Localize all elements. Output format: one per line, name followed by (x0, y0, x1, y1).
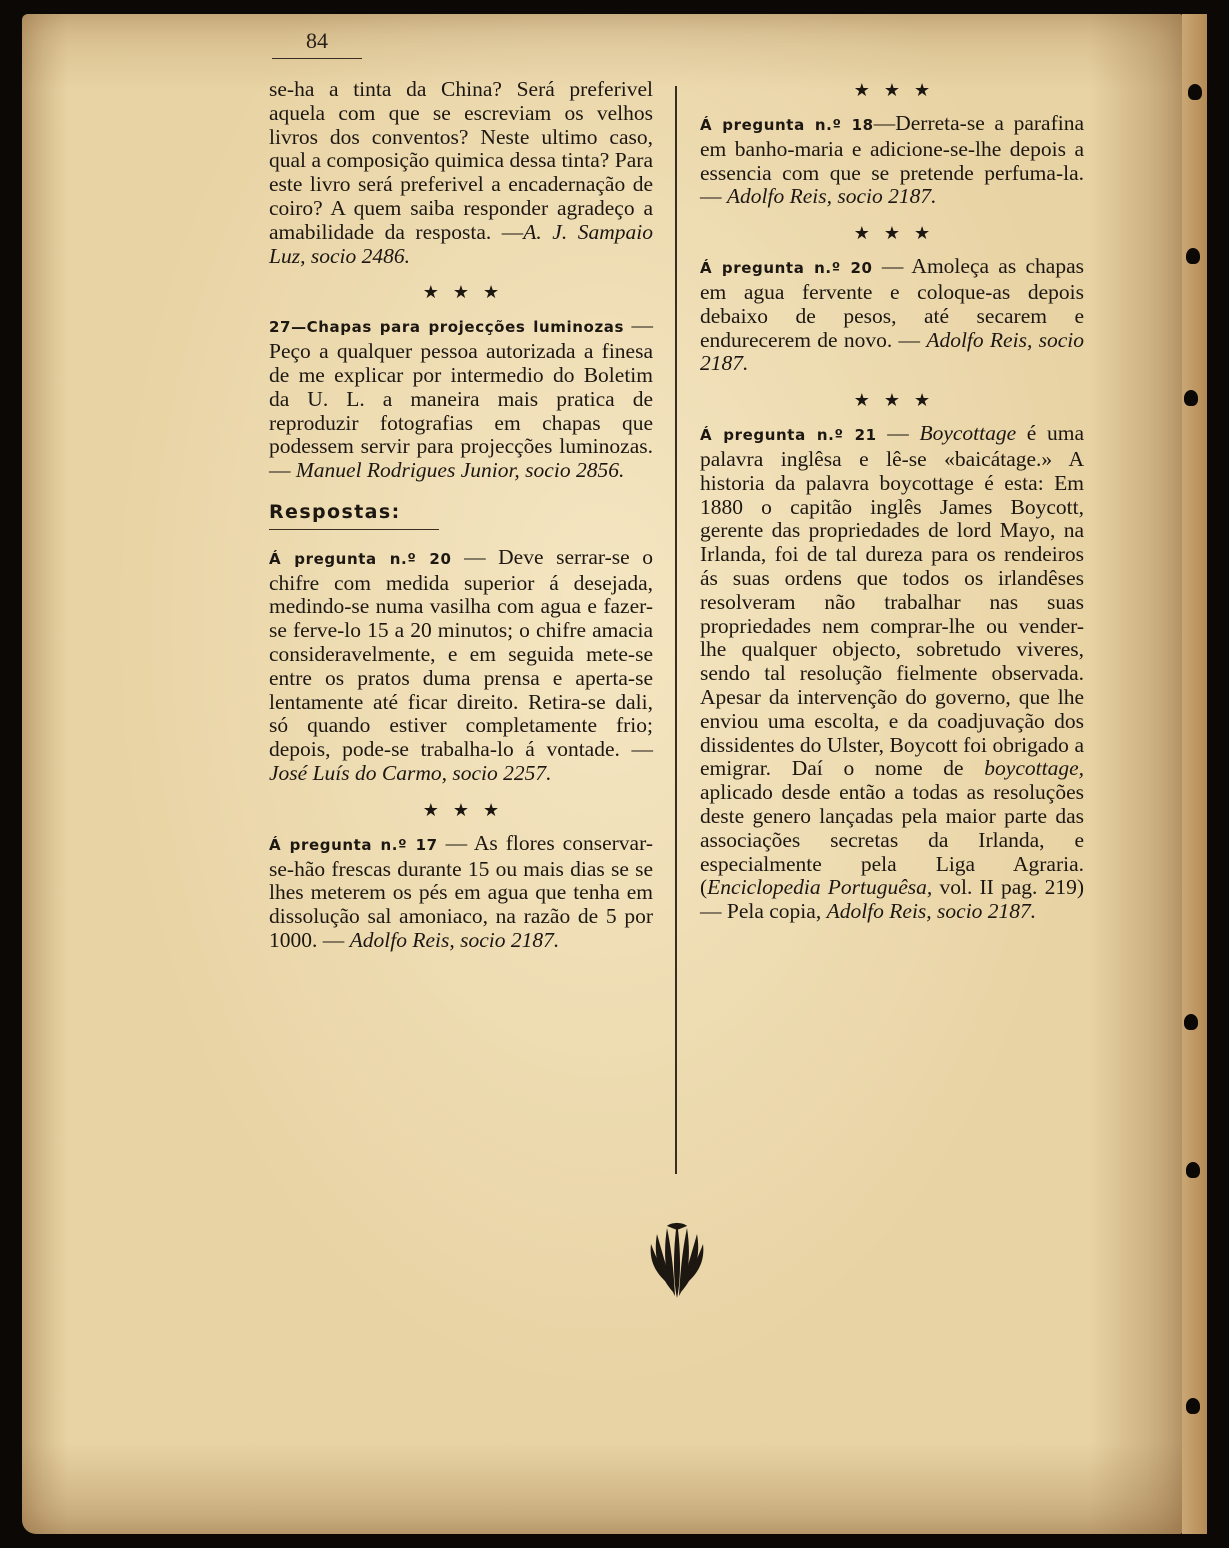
answer-label: Á pregunta n.º 17 (269, 835, 438, 854)
binding-hole (1186, 248, 1200, 264)
binding-hole (1186, 1162, 1200, 1178)
section-separator: ★★★ (853, 390, 945, 411)
answer-label: Á pregunta n.º 20 (269, 549, 452, 568)
page-number: 84 (272, 26, 362, 59)
answer-label: Á pregunta n.º 21 (700, 426, 877, 445)
question-label: 27—Chapas para projecções luminozas (269, 318, 625, 337)
answer-label: Á pregunta n.º 18 (700, 116, 874, 134)
section-separator: ★★★ (853, 80, 945, 100)
signature: Manuel Rodrigues Junior, socio 2856. (295, 458, 625, 483)
signature: José Luís do Carmo, socio 2257. (269, 760, 552, 785)
page-sheet (22, 14, 1182, 1534)
signature: Adolfo Reis, socio 2187. (700, 327, 1084, 376)
binding-hole (1184, 1014, 1198, 1030)
question-27: 27—Chapas para projecções luminozas — Peço a qualquer pessoa autorizada a finesa de me explicar por intermedio do Boletim da U. L. a maneira mais pratica de reproduzir fotografias em chapas que podessem servir para projecções luminozas. — Manuel Rodrigues Junior, socio 2856. (269, 313, 653, 483)
answer-20: Á pregunta n.º 20 — Deve serrar-se o chifre com medida superior á desejada, medindo-se numa vasilha com agua e fazer-se ferve-lo 15 a 20 minutos; o chifre amacia consideravelmente, e em seguida mete-se entre os pratos duma prensa e aperta-se lentamente até ficar direito. Retira-se dali, só quando estiver completamente frio; depois, pode-se trabalha-lo á vontade. — José Luís do Carmo, socio 2257. (269, 544, 653, 785)
term: boycottage, (984, 756, 1084, 781)
answer-label: Á pregunta n.º 20 (700, 259, 873, 278)
answer-21: Á pregunta n.º 21 — Boycottage é uma palavra inglêsa e lê-se «baicátage.» A historia da palavra boycottage é esta: Em 1880 o capitão inglês James Boycott, gerente das propriedades de lord Mayo, na Irlanda, foi de tal dureza para os rendeiros ás suas ordens que todos os irlandêses resolveram não trabalhar nas suas propriedades nem comprar-lhe ou vender-lhe qualquer objecto, sobretudo viveres, sendo tal resolução fielmente observada. Apesar da intervenção do governo, que lhe enviou uma escolta, e da coadjuvação dos dissidentes do Ulster, Boycott foi obrigado a emigrar. Daí o nome de boycottage, aplicado desde então a todas as resoluções deste genero lançadas pela maior parte das associações secretas da Irlanda, e especialmente pela Liga Agraria. (Enciclopedia Portuguêsa, vol. II pag. 219) — Pela copia, Adolfo Reis, socio 2187. (700, 421, 1085, 924)
binding-hole (1184, 390, 1198, 406)
term: Boycottage (919, 421, 1017, 446)
signature: A. J. Sampaio Luz, socio 2486. (269, 219, 653, 268)
signature: Adolfo Reis, socio 2187. (349, 927, 560, 952)
signature: Adolfo Reis, socio 2187. (726, 184, 937, 209)
signature: Adolfo Reis, socio 2187. (826, 899, 1037, 924)
answer-18: Á pregunta n.º 18—Derreta-se a parafina em banho-maria e adicione-se-lhe depois a essencia com que se pretende perfuma-la. — Adolfo Reis, socio 2187. (700, 111, 1084, 209)
binding-hole (1186, 1398, 1200, 1414)
column-divider (675, 86, 677, 1174)
section-separator: ★★★ (422, 799, 514, 820)
binding-edge (1182, 14, 1207, 1534)
right-column (700, 78, 1084, 924)
respostas-heading: Respostas: (269, 501, 439, 530)
binding-hole (1188, 84, 1202, 100)
question-continuation: se-ha a tinta da China? Será preferivel aquela com que se escreviam os velhos livros dos conventos? Neste ultimo caso, qual a composição quimica dessa tinta? Para este livro será preferivel a encadernação de coiro? A quem saiba responder agradeço a amabilidade da resposta. —A. J. Sampaio Luz, socio 2486. (269, 77, 653, 268)
answer-20b: Á pregunta n.º 20 — Amoleça as chapas em agua fervente e coloque-as depois debaixo de pesos, até secarem e endurecerem de novo. — Adolfo Reis, socio 2187. (700, 254, 1084, 376)
section-separator: ★★★ (422, 282, 514, 303)
source-citation: Enciclopedia Portuguêsa, (707, 875, 933, 900)
left-column (269, 78, 653, 953)
answer-17: Á pregunta n.º 17 — As flores conservar-se-hão frescas durante 15 ou mais dias se se lhes meterem os pés em agua que tenha em dissolução sal amoniaco, na razão de 5 por 1000. — Adolfo Reis, socio 2187. (269, 830, 653, 952)
section-separator: ★★★ (853, 223, 945, 244)
fleuron-icon (649, 1220, 705, 1300)
